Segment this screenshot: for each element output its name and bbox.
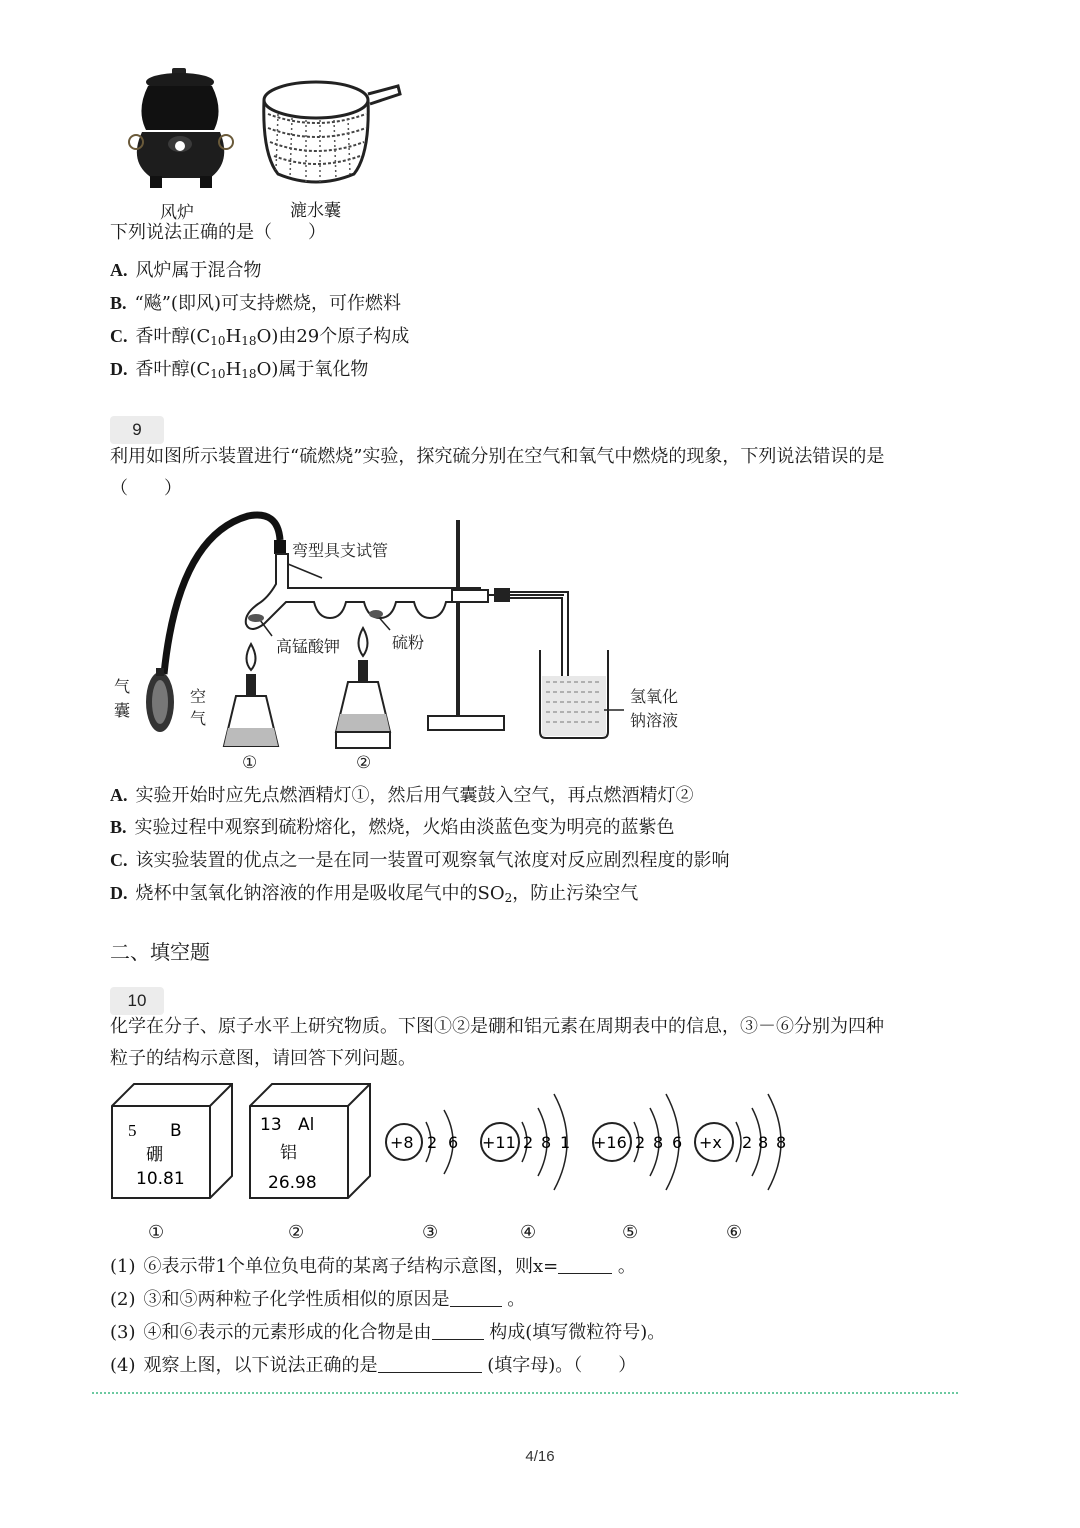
nucleus-charge: +16 (593, 1133, 627, 1152)
tube-label: 弯型具支试管 (292, 541, 389, 560)
q9-option-c[interactable]: C. 该实验装置的优点之一是在同一装置可观察氧气浓度对反应剧烈程度的影响 (110, 850, 730, 871)
page-number: 4/16 (525, 1448, 555, 1465)
q10-subquestion-3: (3) ④和⑥表示的元素形成的化合物是由 构成(填写微粒符号)。 (110, 1322, 666, 1343)
q8-option-d[interactable]: D. 香叶醇$(C_{10}H_{18}O)$属于氧化物 (110, 359, 369, 381)
aluminum-mass: 26.98 (268, 1173, 317, 1193)
wind-stove-caption: 风炉 (160, 203, 194, 223)
q9-stem-line1: 利用如图所示装置进行“硫燃烧”实验，探究硫分别在空气和氧气中燃烧的现象，下列说法错误的是 (110, 446, 885, 467)
lamp-2-label: ② (356, 753, 372, 773)
boron-symbol: B (170, 1121, 182, 1141)
aluminum-element-card (248, 1082, 372, 1200)
page-divider (92, 1392, 958, 1394)
shell-electrons: 6 (448, 1133, 459, 1152)
answer-blank[interactable] (378, 1356, 482, 1373)
q9-option-a[interactable]: A. 实验开始时应先点燃酒精灯①，然后用气囊鼓入空气，再点燃酒精灯② (110, 785, 694, 806)
q9-option-d[interactable]: D. 烧杯中氢氧化钠溶液的作用是吸收尾气中的$SO_2$，防止污染空气 (110, 883, 639, 905)
air-bag-label-1: 气 (114, 677, 131, 696)
atom-structure-4 (476, 1082, 586, 1200)
atom-structure-5 (588, 1082, 698, 1200)
q9-stem-line2: （ ） (110, 478, 182, 499)
shell-electrons: 2 (742, 1133, 753, 1152)
aluminum-symbol: Al (298, 1115, 315, 1135)
q10-subquestion-2: (2) ③和⑤两种粒子化学性质相似的原因是 。 (110, 1289, 526, 1310)
question-number-badge: 10 (110, 987, 164, 1015)
q10-subquestion-4: (4) 观察上图，以下说法正确的是 (填字母)。（ ） (110, 1355, 637, 1376)
sulfur-label: 硫粉 (392, 633, 425, 652)
q9-option-b[interactable]: B. 实验过程中观察到硫粉熔化，燃烧，火焰由淡蓝色变为明亮的蓝紫色 (110, 817, 675, 838)
nucleus-charge: +11 (482, 1133, 516, 1152)
boron-atomic-number: 5 (128, 1121, 137, 1140)
figure-label-3: ③ (422, 1222, 439, 1243)
q8-option-b[interactable]: B. “飚”(即风)可支持燃烧，可作燃料 (110, 293, 401, 314)
shell-electrons: 8 (758, 1133, 769, 1152)
aluminum-name: 铝 (280, 1143, 297, 1163)
naoh-label-2: 钠溶液 (630, 711, 679, 730)
shell-electrons: 2 (635, 1133, 646, 1152)
shell-electrons: 8 (653, 1133, 664, 1152)
shell-electrons: 8 (776, 1133, 787, 1152)
naoh-label-1: 氢氧化 (630, 687, 679, 706)
nucleus-charge: +8 (390, 1133, 414, 1152)
q8-stem: 下列说法正确的是（ ） (110, 222, 326, 243)
shell-electrons: 1 (560, 1133, 571, 1152)
boron-mass: 10.81 (136, 1169, 185, 1189)
answer-blank[interactable] (558, 1257, 612, 1274)
atom-structure-3 (382, 1092, 472, 1192)
q8-option-a[interactable]: A. 风炉属于混合物 (110, 260, 262, 281)
lamp-1-label: ① (242, 753, 258, 773)
answer-blank[interactable] (450, 1290, 502, 1307)
nucleus-charge: +x (699, 1133, 722, 1152)
q10-stem-line1: 化学在分子、原子水平上研究物质。下图①②是硼和铝元素在周期表中的信息，③－⑥分别为四种 (110, 1016, 884, 1037)
shell-electrons: 2 (427, 1133, 438, 1152)
shell-electrons: 8 (541, 1133, 552, 1152)
figure-label-4: ④ (520, 1222, 537, 1243)
aluminum-atomic-number: 13 (260, 1115, 282, 1135)
figure-label-6: ⑥ (726, 1222, 743, 1243)
air-label-2: 气 (190, 709, 207, 728)
q10-subquestion-1: (1) ⑥表示带1个单位负电荷的某离子结构示意图，则x= 。 (110, 1256, 636, 1277)
figure-label-1: ① (148, 1222, 165, 1243)
q10-stem-line2: 粒子的结构示意图，请回答下列问题。 (110, 1048, 416, 1069)
boron-element-card (110, 1082, 234, 1200)
air-bag-label-2: 囊 (114, 701, 131, 720)
section-heading: 二、填空题 (110, 940, 210, 964)
q8-option-c[interactable]: C. 香叶醇$(C_{10}H_{18}O)$由29个原子构成 (110, 326, 410, 348)
water-filter-bag-caption: 漉水囊 (290, 201, 341, 221)
shell-electrons: 2 (523, 1133, 534, 1152)
kmno4-label: 高锰酸钾 (276, 637, 341, 656)
shell-electrons: 6 (672, 1133, 683, 1152)
figure-label-2: ② (288, 1222, 305, 1243)
atom-structure-6 (690, 1082, 800, 1200)
water-filter-bag-image (258, 74, 404, 192)
answer-blank[interactable] (432, 1323, 484, 1340)
figure-label-5: ⑤ (622, 1222, 639, 1243)
air-label-1: 空 (190, 687, 207, 706)
wind-stove-image (128, 66, 246, 194)
boron-name: 硼 (146, 1145, 163, 1165)
sulfur-combustion-apparatus-diagram (108, 506, 708, 774)
question-number-badge: 9 (110, 416, 164, 444)
